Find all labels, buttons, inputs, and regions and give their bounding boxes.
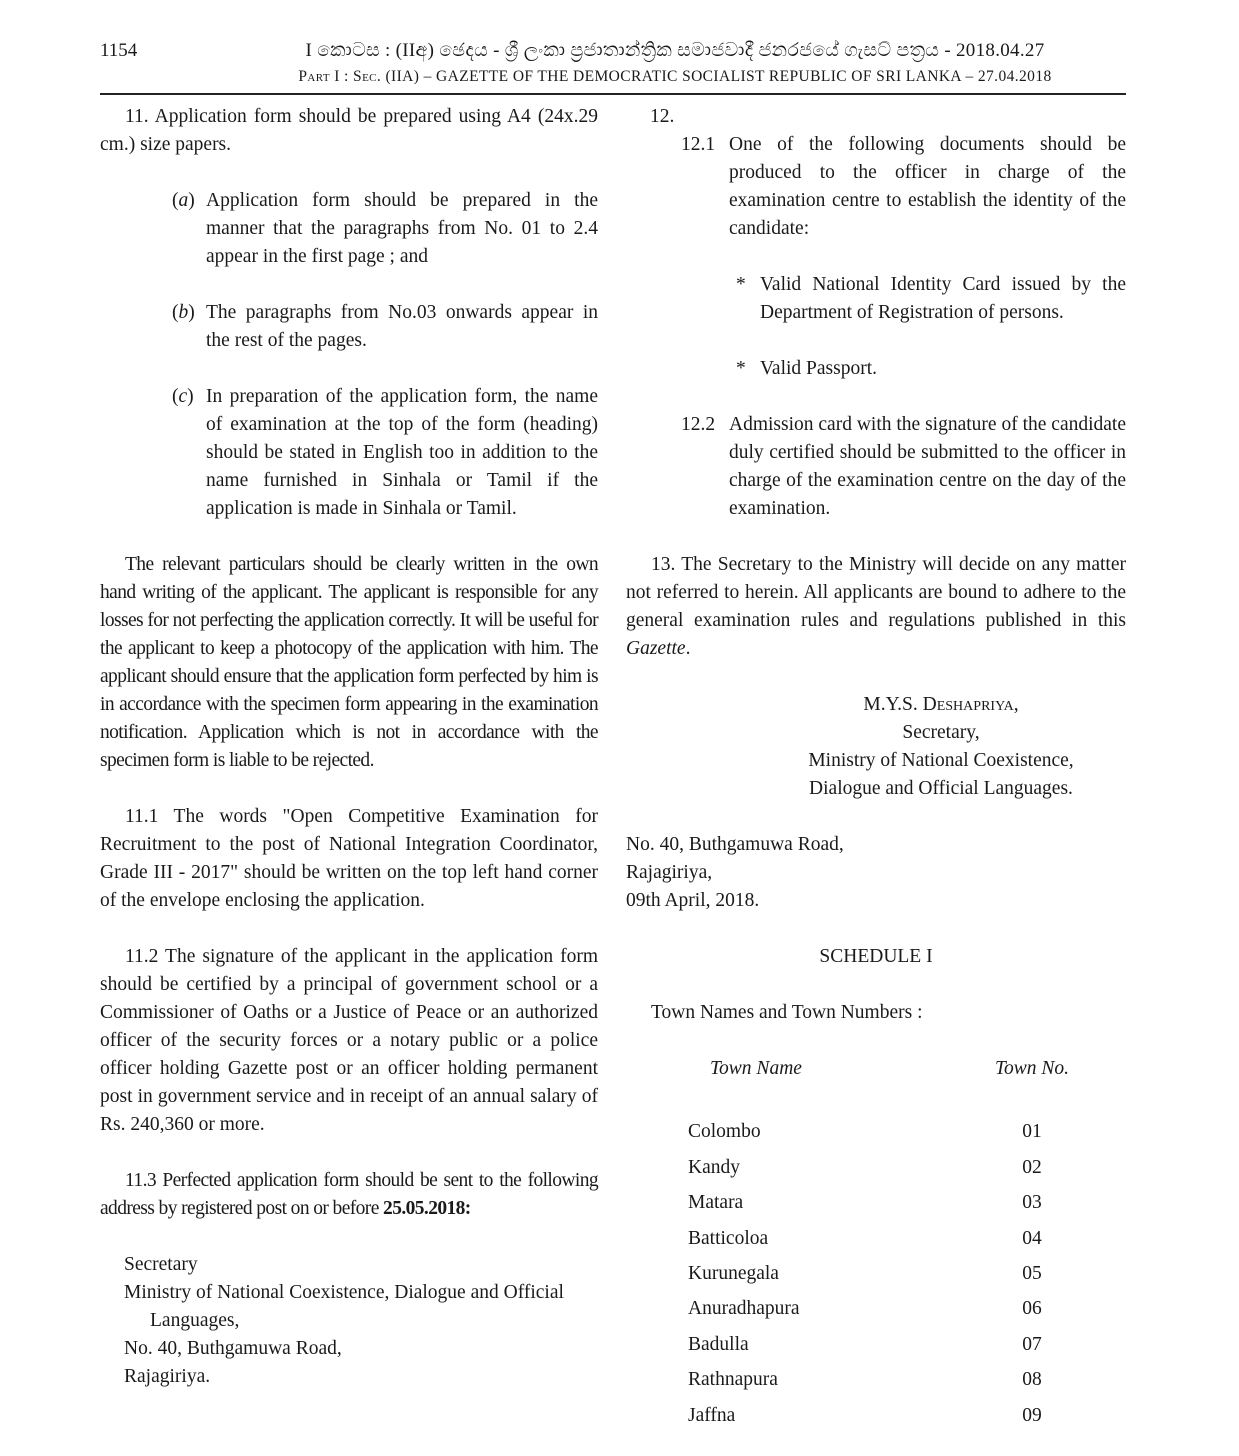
- col-town-name: Town Name: [710, 1058, 802, 1079]
- location-date: No. 40, Buthgamuwa Road, Rajagiriya, 09th April, 2018.: [626, 834, 844, 911]
- town-name: Anuradhapura: [688, 1298, 800, 1320]
- town-name: Matara: [688, 1192, 744, 1214]
- header-english: Part I : Sec. (IIA) – GAZETTE OF THE DEMOCRATIC SOCIALIST REPUBLIC OF SRI LANKA – 27.04.2018: [298, 68, 1052, 85]
- town-no: 03: [1022, 1192, 1042, 1214]
- address-block: Secretary Ministry of National Coexistence, Dialogue and Official Languages, No. 40, Buthgamuwa Road, Rajagiriya.: [124, 1254, 564, 1387]
- town-name: Jaffna: [688, 1404, 736, 1426]
- para-11-2: 11.2 The signature of the applicant in the application form should be certified by a principal of government school or a Commissioner of Oaths or a Justice of Peace or an authorized officer of the security forces or a notary public or a police officer holding Gazette post or an officer holding permanent post in government service and in receipt of an annual salary of Rs. 240,360 or more.: [100, 946, 598, 1135]
- header-rule: [100, 93, 1126, 95]
- towns-table: [682, 1055, 1092, 1437]
- para-12: 12.: [650, 106, 675, 127]
- table-row: [682, 1189, 1092, 1224]
- schedule-title: SCHEDULE I: [819, 946, 933, 967]
- item-b: (b) The paragraphs from No.03 onwards appear in the rest of the pages.: [172, 302, 598, 351]
- header-sinhala: I කොටස : (IIඅ) ඡෙදය - ශ්‍රී ලංකා ප්‍රජාතාන්ත්‍රික සමාජවාදී ජනරජයේ ගැසට් පත්‍රය - 2018.04.27: [305, 40, 1045, 61]
- table-row: [682, 1402, 1092, 1437]
- col-town-no: Town No.: [994, 1058, 1070, 1079]
- para-particulars: The relevant particulars should be clearly written in the own hand writing of the applicant. The applicant is responsible for any losses for not perfecting the application correctly. It will be useful for the applicant to keep a photocopy of the application with him. The applicant should ensure that the application form perfected by him is in accordance with the specimen form appearing in the examination notification. Application which is not in accordance with the specimen form is liable to be rejected.: [100, 554, 598, 771]
- table-row: [682, 1260, 1092, 1295]
- town-name: Colombo: [688, 1121, 761, 1143]
- item-c: (c) In preparation of the application form, the name of examination at the top of the form (heading) should be stated in English too in addition to the name furnished in Sinhala or Tamil if the application is made in Sinhala or Tamil.: [172, 386, 598, 519]
- town-name: Kandy: [688, 1156, 740, 1178]
- town-no: 09: [1022, 1404, 1042, 1426]
- town-no: 04: [1022, 1227, 1042, 1249]
- town-name: Kurunegala: [688, 1262, 779, 1284]
- bullet-nic: * Valid National Identity Card issued by the Department of Registration of persons.: [736, 274, 1126, 323]
- signature-block: M.Y.S. Deshapriya, Secretary, Ministry of National Coexistence, Dialogue and Official Languages.: [808, 694, 1074, 799]
- para-11-3: 11.3 Perfected application form should be sent to the following address by registered post on or before 25.05.2018:: [100, 1170, 598, 1219]
- bullet-passport: * Valid Passport.: [736, 358, 877, 379]
- town-no: 06: [1022, 1298, 1042, 1320]
- town-no: 08: [1022, 1369, 1042, 1391]
- town-no: 01: [1022, 1121, 1042, 1143]
- town-no: 07: [1022, 1333, 1042, 1355]
- left-column: [100, 103, 598, 1391]
- para-11: 11. Application form should be prepared using A4 (24x.29 cm.) size papers.: [100, 106, 598, 155]
- table-row: [682, 1225, 1092, 1260]
- town-name: Batticoloa: [688, 1227, 769, 1249]
- table-row: [682, 1118, 1092, 1153]
- right-column: [626, 103, 1126, 1437]
- para-12-1: 12.1 One of the following documents should be produced to the officer in charge of the examination centre to establish the identity of the candidate:: [681, 134, 1126, 239]
- para-13: 13. The Secretary to the Ministry will decide on any matter not referred to herein. All applicants are bound to adhere to the general examination rules and regulations published in this Gazette.: [626, 554, 1126, 659]
- town-no: 02: [1022, 1156, 1042, 1178]
- town-name: Rathnapura: [688, 1369, 778, 1391]
- page-number: 1154: [100, 40, 138, 61]
- town-name: Badulla: [688, 1333, 749, 1355]
- town-no: 05: [1022, 1262, 1042, 1284]
- table-row: [682, 1331, 1092, 1366]
- towns-header-row: [682, 1055, 1092, 1083]
- table-row: [682, 1154, 1092, 1189]
- para-12-2: 12.2 Admission card with the signature of the candidate duly certified should be submitted to the officer in charge of the examination centre on the day of the examination.: [681, 414, 1126, 519]
- para-11-1: 11.1 The words "Open Competitive Examination for Recruitment to the post of National Integration Coordinator, Grade III - 2017" should be written on the top left hand corner of the envelope enclosing the application.: [100, 806, 598, 911]
- item-a: (a) Application form should be prepared in the manner that the paragraphs from No. 01 to 2.4 appear in the first page ; and: [172, 190, 598, 267]
- table-row: [682, 1295, 1092, 1330]
- table-row: [682, 1366, 1092, 1401]
- towns-intro: Town Names and Town Numbers :: [651, 1002, 923, 1023]
